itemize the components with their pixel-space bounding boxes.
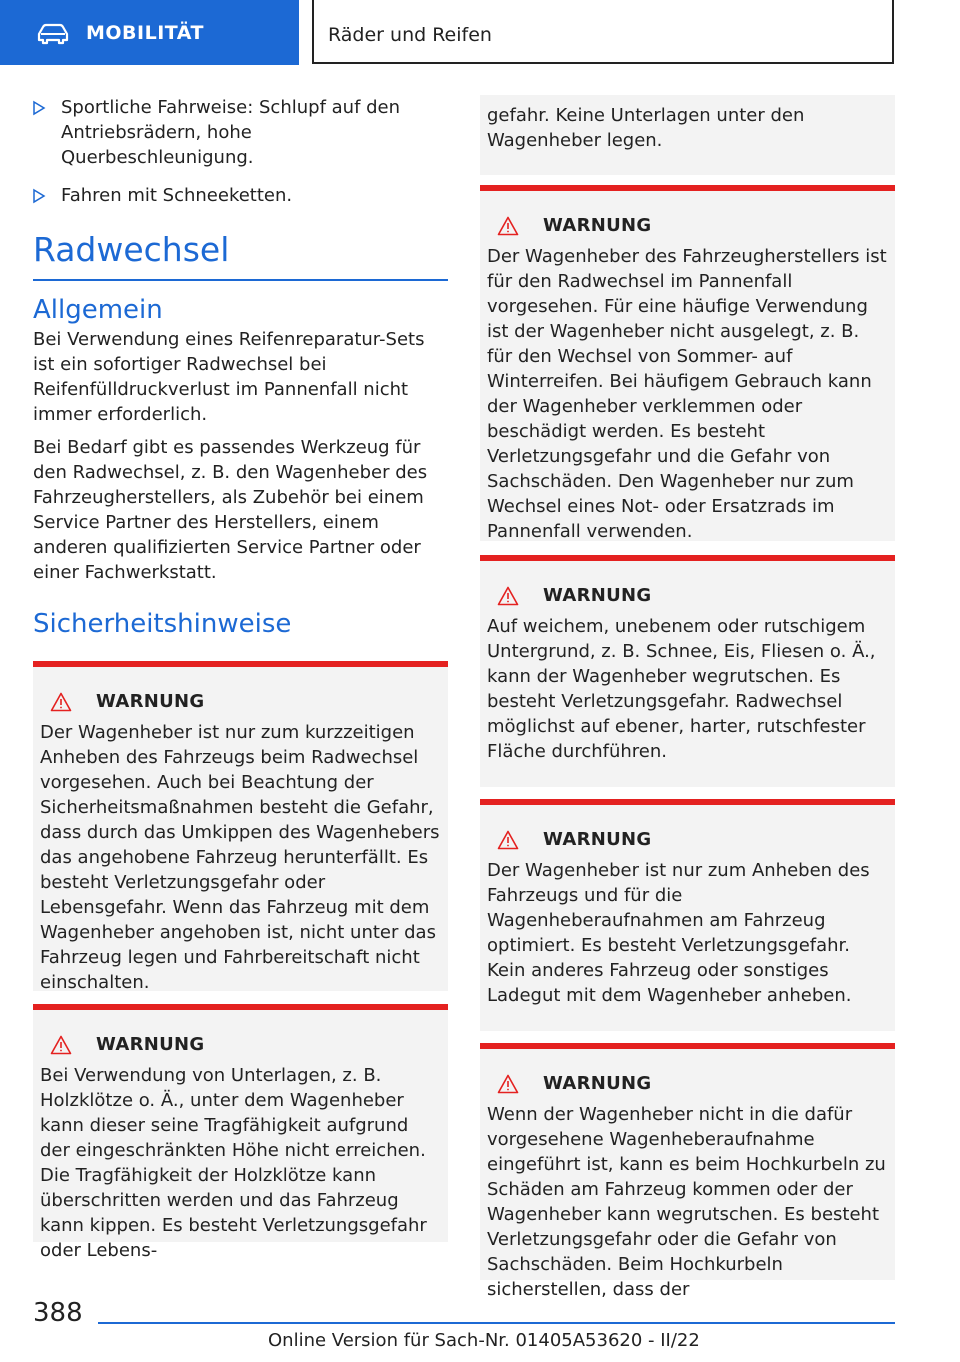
bullet-triangle-icon — [33, 189, 45, 203]
warning-header — [487, 827, 887, 852]
warning-header — [487, 213, 887, 238]
section-heading: Radwechsel — [33, 230, 448, 281]
continued-text: gefahr. Keine Unterlagen unter den Wagenheber legen. — [487, 105, 805, 151]
warning-label: WARNUNG — [543, 585, 652, 606]
warning-label: WARNUNG — [96, 1034, 205, 1055]
warning-triangle-icon — [50, 692, 72, 712]
warning-label: WARNUNG — [96, 691, 205, 712]
left-column — [33, 95, 448, 1261]
warning-box — [33, 1004, 448, 1261]
warning-triangle-icon — [497, 1074, 519, 1094]
warning-box — [33, 661, 448, 991]
bullet-text: Sportliche Fahrweise: Schlupf auf den Antriebsrädern, hohe Querbeschleunigung. — [61, 97, 401, 168]
chapter-title-box — [312, 0, 894, 64]
warning-text: Der Wagenheber des Fahrzeugherstellers ist für den Radwechsel im Pannenfall vorgesehen. Für eine häufige Verwendung ist der Wagenheber nicht ausgelegt, z. B. für den Wechsel von Sommer- auf Winterreifen. Bei häufigem Gebrauch kann der Wagenheber verklemmen oder beschädigt werden. Es besteht Verletzungsgefahr und die Gefahr von Sachschäden. Den Wagenheber nur zum Wechsel eines Not- oder Ersatzrads im Pannenfall verwenden. — [487, 246, 887, 542]
warning-box — [480, 185, 895, 541]
warning-triangle-icon — [497, 216, 519, 236]
warning-label: WARNUNG — [543, 829, 652, 850]
warning-header — [40, 689, 440, 714]
bullet-triangle-icon — [33, 101, 45, 115]
right-column — [480, 95, 895, 1300]
warning-header — [487, 1071, 887, 1096]
chapter-title: Räder und Reifen — [328, 24, 492, 46]
warning-label: WARNUNG — [543, 215, 652, 236]
subheading-safety: Sicherheitshinweise — [33, 609, 292, 639]
warning-triangle-icon — [497, 586, 519, 606]
warning-text: Auf weichem, unebenem oder rutschigem Untergrund, z. B. Schnee, Eis, Fliesen o. Ä., kann der Wagenheber wegrutschen. Es besteht Verletzungsgefahr. Radwechsel möglichst auf ebener, harter, rutschfester Fläche durchführen. — [487, 616, 876, 762]
list-item — [33, 95, 448, 170]
footer-divider — [98, 1322, 895, 1324]
continued-text-box — [480, 95, 895, 175]
warning-header — [40, 1032, 440, 1057]
page-number: 388 — [33, 1298, 83, 1328]
warning-triangle-icon — [50, 1035, 72, 1055]
warning-label: WARNUNG — [543, 1073, 652, 1094]
bullet-text: Fahren mit Schneeketten. — [61, 185, 293, 206]
list-item — [33, 183, 448, 208]
paragraph: Bei Verwendung eines Reifenreparatur-Sets ist ein sofortiger Radwechsel bei Reifenfülldruckverlust im Pannenfall nicht immer erforderlich. — [33, 329, 425, 425]
section-label: MOBILITÄT — [86, 22, 204, 44]
warning-text: Wenn der Wagenheber nicht in die dafür vorgesehene Wagenheberaufnahme eingeführt ist, kann es beim Hochkurbeln zu Schäden am Fahrzeug kommen oder der Wagenheber kann wegrutschen. Es besteht Verletzungsgefahr oder die Gefahr von Sachschäden. Beim Hochkurbeln sicherstellen, dass der — [487, 1104, 886, 1300]
section-tab[interactable] — [0, 0, 299, 65]
car-icon — [36, 24, 70, 44]
warning-box — [480, 799, 895, 1031]
warning-header — [487, 583, 887, 608]
subheading-general: Allgemein — [33, 295, 163, 325]
warning-text: Der Wagenheber ist nur zum kurzzeitigen Anheben des Fahrzeugs beim Radwechsel vorgesehen. Auch bei Beachtung der Sicherheitsmaßnahmen besteht die Gefahr, dass durch das Umkippen des Wagenhebers das angehobene Fahrzeug herunterfällt. Es besteht Verletzungsgefahr oder Lebensgefahr. Wenn das Fahrzeug mit dem Wagenheber angehoben ist, nicht unter das Fahrzeug legen und Fahrbereitschaft nicht einschalten. — [40, 722, 440, 993]
online-version-link[interactable]: Online Version für Sach-Nr. 01405A53620 - II/22 — [268, 1330, 700, 1351]
warning-triangle-icon — [497, 830, 519, 850]
warning-box — [480, 555, 895, 787]
warning-box — [480, 1043, 895, 1300]
warning-text: Bei Verwendung von Unterlagen, z. B. Holzklötze o. Ä., unter dem Wagenheber kann dieser seine Tragfähigkeit aufgrund der eingeschränkten Höhe nicht erreichen. Die Tragfähigkeit der Holzklötze kann überschritten werden und das Fahrzeug kann kippen. Es besteht Verletzungsgefahr oder Lebens- — [40, 1065, 427, 1261]
warning-text: Der Wagenheber ist nur zum Anheben des Fahrzeugs und für die Wagenheberaufnahmen am Fahrzeug optimiert. Es besteht Verletzungsgefahr. Kein anderes Fahrzeug oder sonstiges Ladegut mit dem Wagenheber anheben. — [487, 860, 870, 1006]
paragraph: Bei Bedarf gibt es passendes Werkzeug für den Radwechsel, z. B. den Wagenheber des Fahrzeugherstellers, als Zubehör bei einem Service Partner des Herstellers, einem anderen qualifizierten Service Partner oder einer Fachwerkstatt. — [33, 437, 428, 583]
